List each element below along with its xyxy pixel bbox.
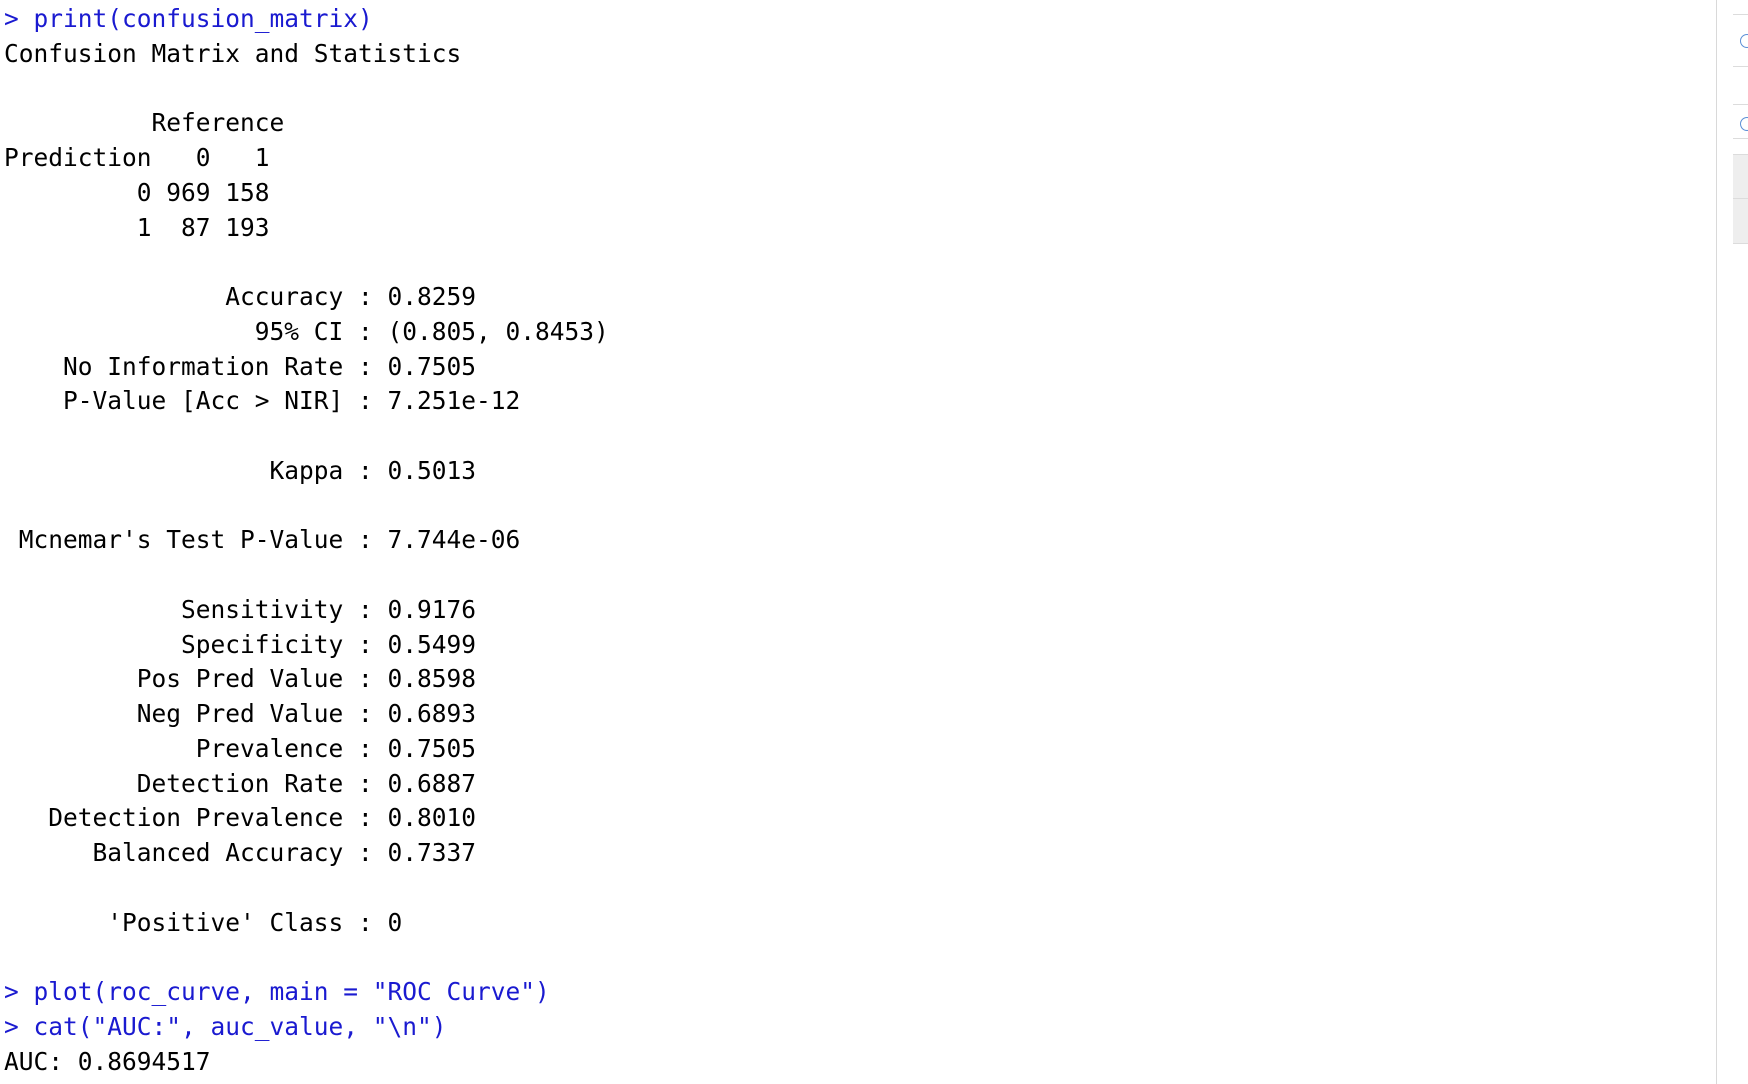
console-output (4, 2, 609, 1079)
radio-icon[interactable] (1740, 117, 1748, 131)
output-line: Prediction 0 1 (4, 143, 270, 172)
output-line: Mcnemar's Test P-Value : 7.744e-06 (4, 525, 521, 555)
output-line: No Information Rate : 0.7505 (4, 351, 477, 381)
radio-icon[interactable] (1740, 34, 1748, 48)
output-line: Reference (4, 108, 285, 138)
adjacent-pane-edge (1716, 0, 1748, 1084)
pane-row-divider (1733, 138, 1748, 139)
blank-line (4, 245, 609, 280)
output-line: P-Value [Acc > NIR] : 7.251e-12 (4, 386, 521, 416)
blank-line (4, 419, 609, 454)
output-line: 0 969 158 (4, 177, 270, 207)
output-line: Detection Prevalence : 0.8010 (4, 803, 477, 833)
command-line: > print(confusion_matrix) (4, 4, 373, 33)
output-line: Sensitivity : 0.9176 (4, 594, 477, 624)
output-line: 'Positive' Class : 0 (4, 907, 403, 937)
command-line: > cat("AUC:", auc_value, "\n") (4, 1011, 447, 1041)
output-line: Pos Pred Value : 0.8598 (4, 664, 477, 694)
blank-line (4, 72, 609, 107)
output-line: 95% CI : (0.805, 0.8453) (4, 316, 609, 346)
output-line: AUC: 0.8694517 (4, 1046, 211, 1076)
command-line: > plot(roc_curve, main = "ROC Curve") (4, 977, 550, 1006)
pane-row-divider (1733, 66, 1748, 67)
pane-header-block (1733, 154, 1748, 200)
blank-line (4, 489, 609, 524)
output-line: Specificity : 0.5499 (4, 629, 477, 659)
output-line: Kappa : 0.5013 (4, 455, 477, 485)
blank-line (4, 558, 609, 593)
output-line: Accuracy : 0.8259 (4, 282, 477, 311)
output-line: Neg Pred Value : 0.6893 (4, 699, 477, 728)
output-line: Balanced Accuracy : 0.7337 (4, 838, 477, 867)
output-line: Prevalence : 0.7505 (4, 733, 477, 763)
blank-line (4, 940, 609, 975)
pane-row-divider (1733, 14, 1748, 15)
output-line: 1 87 193 (4, 212, 270, 242)
output-line: Confusion Matrix and Statistics (4, 38, 462, 68)
pane-row-divider (1733, 104, 1748, 105)
output-line: Detection Rate : 0.6887 (4, 768, 477, 798)
blank-line (4, 871, 609, 906)
pane-header-block (1733, 198, 1748, 244)
